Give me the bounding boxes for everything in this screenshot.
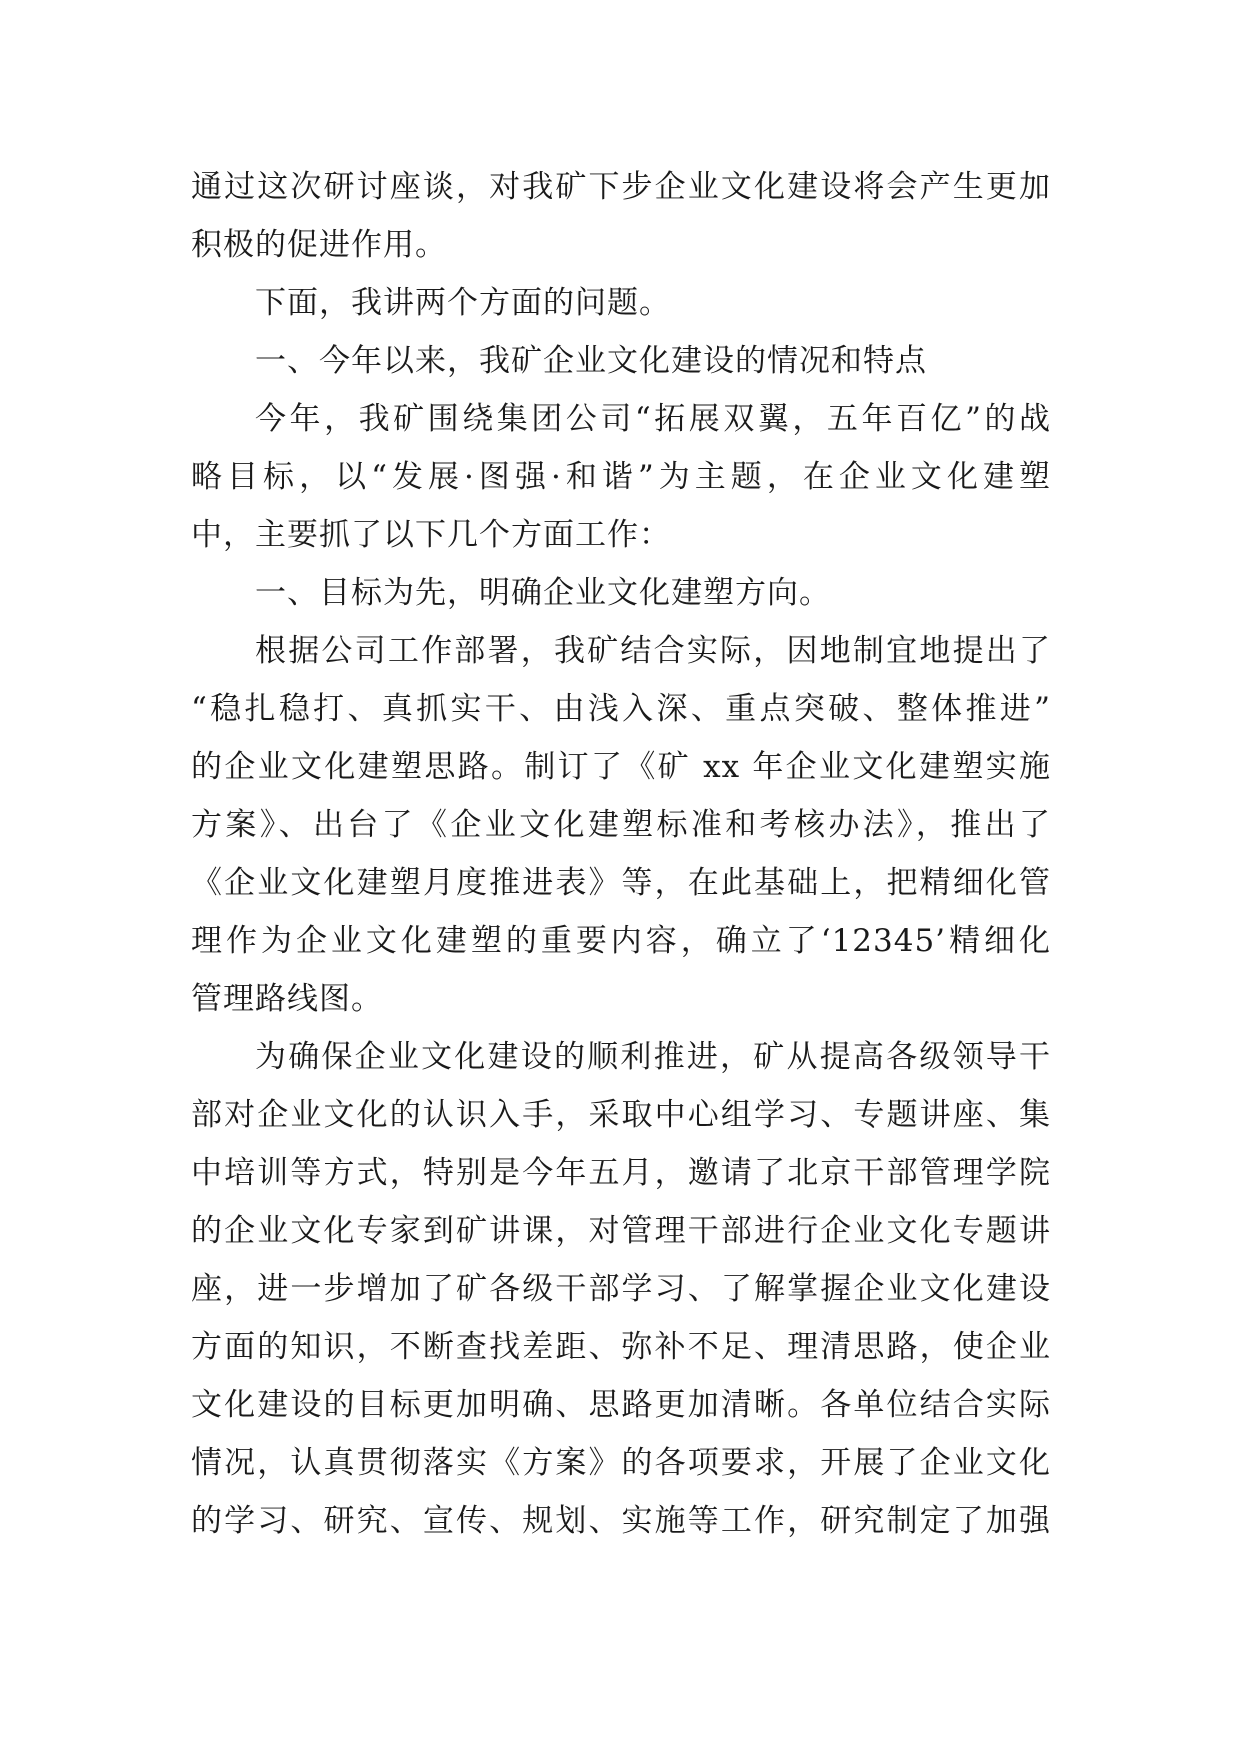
- text-line: 情况，认真贯彻落实《方案》的各项要求，开展了企业文化: [191, 1445, 1051, 1481]
- document-body: [191, 158, 1051, 1550]
- text-line: 根据公司工作部署，我矿结合实际，因地制宜地提出了: [255, 633, 1051, 669]
- text-line: 中，主要抓了以下几个方面工作：: [191, 517, 671, 553]
- text-line: 通过这次研讨座谈，对我矿下步企业文化建设将会产生更加: [191, 169, 1051, 205]
- subsection-heading: 一、目标为先，明确企业文化建塑方向。: [255, 575, 831, 611]
- text-line: 文化建设的目标更加明确、思路更加清晰。各单位结合实际: [191, 1387, 1051, 1423]
- text-line: 积极的促进作用。: [191, 227, 447, 263]
- text-line: 《企业文化建塑月度推进表》等，在此基础上，把精细化管: [191, 865, 1051, 901]
- text-line: 方面的知识，不断查找差距、弥补不足、理清思路，使企业: [191, 1329, 1051, 1365]
- text-line: 理作为企业文化建塑的重要内容，确立了‘12345’精细化: [191, 923, 1051, 959]
- text-line: 管理路线图。: [191, 981, 383, 1017]
- text-line: 座，进一步增加了矿各级干部学习、了解掌握企业文化建设: [191, 1271, 1051, 1307]
- text-line: 方案》、出台了《企业文化建塑标准和考核办法》，推出了: [191, 807, 1051, 843]
- text-line: 的企业文化建塑思路。制订了《矿 xx 年企业文化建塑实施: [191, 749, 1051, 785]
- text-line: 的企业文化专家到矿讲课，对管理干部进行企业文化专题讲: [191, 1213, 1051, 1249]
- text-line: 下面，我讲两个方面的问题。: [255, 285, 671, 321]
- text-line: “稳扎稳打、真抓实干、由浅入深、重点突破、整体推进”: [191, 691, 1051, 727]
- text-line: 为确保企业文化建设的顺利推进，矿从提高各级领导干: [255, 1039, 1051, 1075]
- text-line: 今年，我矿围绕集团公司“拓展双翼，五年百亿”的战: [255, 401, 1051, 437]
- section-heading: 一、今年以来，我矿企业文化建设的情况和特点: [255, 343, 927, 379]
- text-line: 部对企业文化的认识入手，采取中心组学习、专题讲座、集: [191, 1097, 1051, 1133]
- text-line: 中培训等方式，特别是今年五月，邀请了北京干部管理学院: [191, 1155, 1051, 1191]
- text-line: 略目标，以“发展·图强·和谐”为主题，在企业文化建塑: [191, 459, 1051, 495]
- text-line: 的学习、研究、宣传、规划、实施等工作，研究制定了加强: [191, 1503, 1051, 1539]
